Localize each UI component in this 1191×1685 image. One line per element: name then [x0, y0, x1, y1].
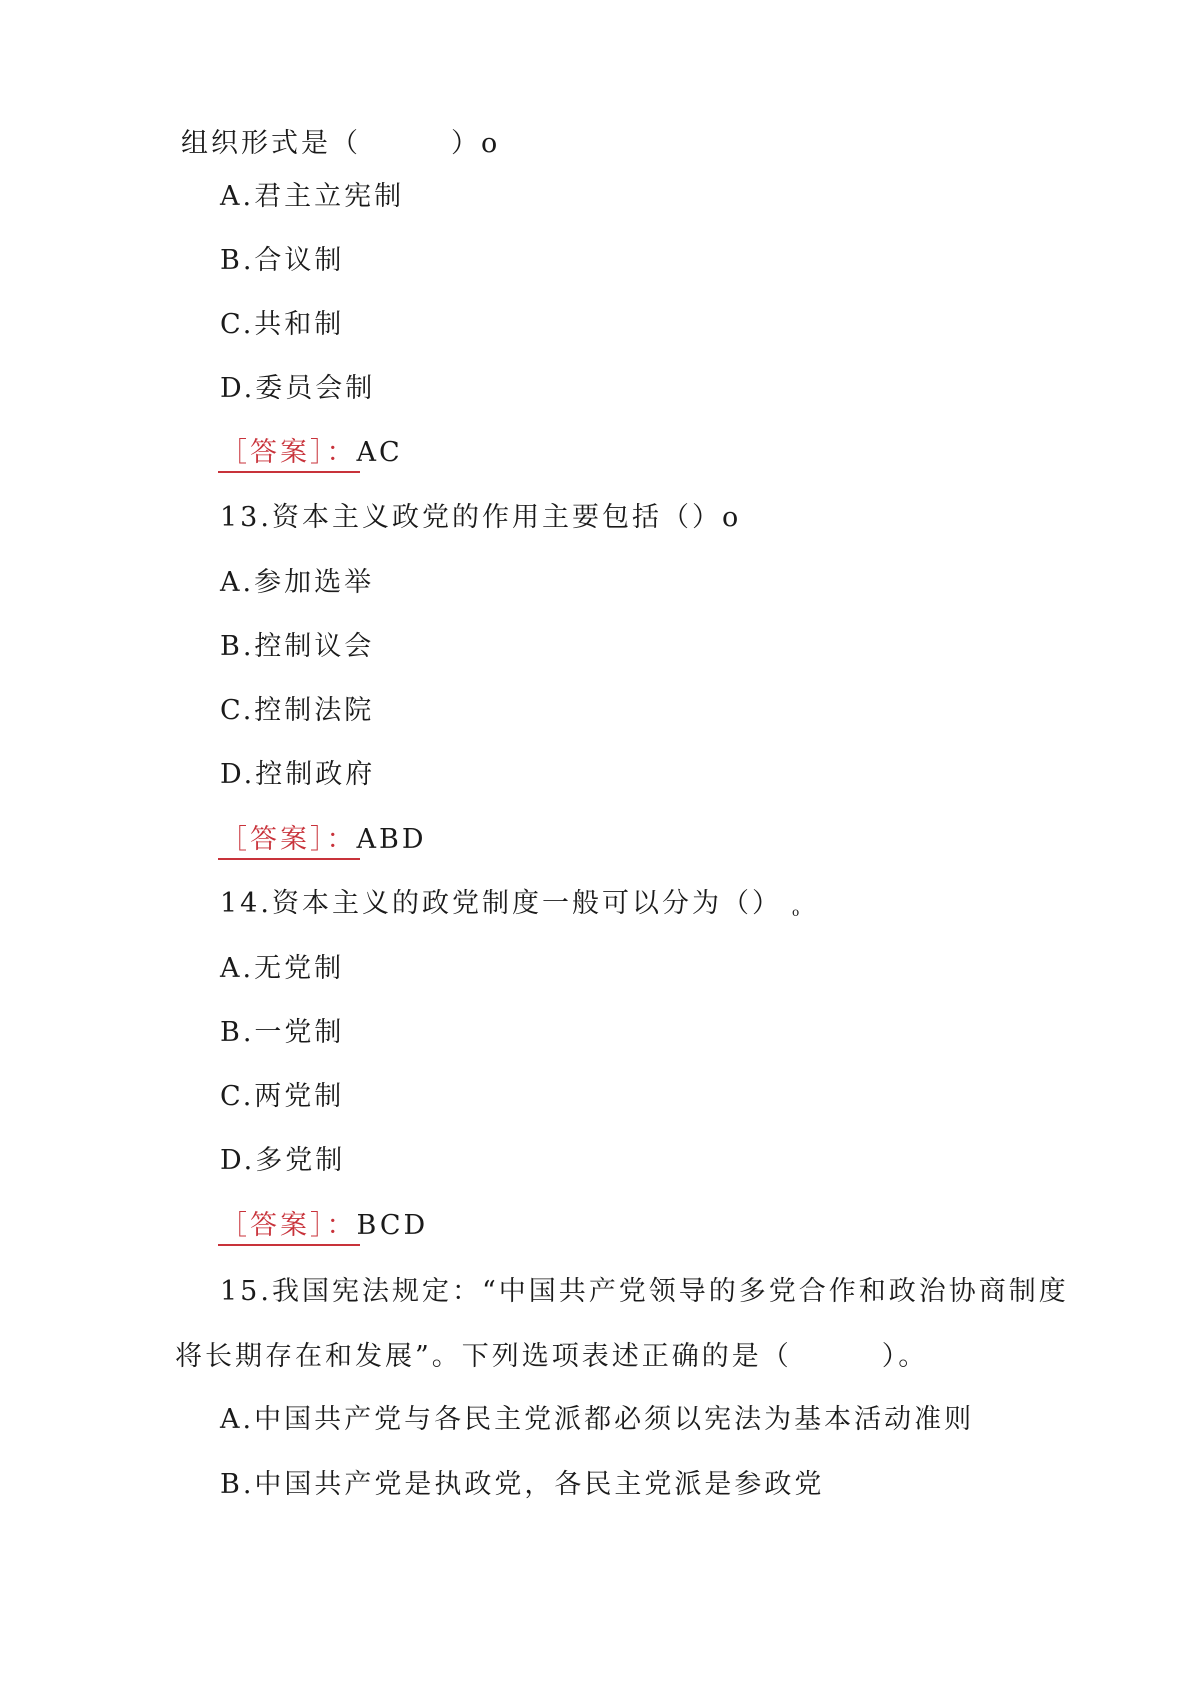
q12-option-b: B.合议制: [220, 245, 345, 276]
q13-stem: 13.资本主义政党的作用主要包括（）o: [220, 502, 742, 533]
answer-underline: [218, 858, 360, 860]
q12-option-c: C.共和制: [220, 309, 345, 340]
answer-label: ［答案］：: [220, 824, 357, 855]
q14-option-d: D.多党制: [220, 1145, 346, 1176]
q13-option-d: D.控制政府: [220, 759, 376, 790]
q14-option-c: C.两党制: [220, 1081, 345, 1112]
q15-option-b: B.中国共产党是执政党，各民主党派是参政党: [220, 1469, 825, 1500]
q15-stem-line2: 将长期存在和发展”。下列选项表述正确的是（ ）。: [175, 1341, 929, 1372]
q12-answer: [220, 435, 403, 471]
q13-option-a: A.参加选举: [220, 567, 375, 598]
q15-stem-line1: 15.我国宪法规定：“中国共产党领导的多党合作和政治协商制度: [220, 1276, 1069, 1307]
answer-value: AC: [356, 437, 403, 468]
q12-option-d: D.委员会制: [220, 373, 376, 404]
answer-underline: [218, 471, 360, 473]
q14-stem-text: 14.资本主义的政党制度一般可以分为（）: [220, 888, 782, 919]
q12-option-a: A.君主立宪制: [220, 181, 405, 212]
q13-answer: [220, 822, 427, 858]
answer-label: ［答案］：: [220, 1210, 357, 1241]
q14-stem: [220, 886, 799, 930]
q14-answer: [220, 1208, 428, 1244]
answer-value: ABD: [356, 824, 427, 855]
answer-underline: [218, 1244, 360, 1246]
q14-option-a: A.无党制: [220, 953, 345, 984]
q15-option-a: A.中国共产党与各民主党派都必须以宪法为基本活动准则: [220, 1404, 975, 1435]
q12-stem-tail: 组织形式是（ ）o: [181, 128, 501, 159]
q13-option-b: B.控制议会: [220, 631, 375, 662]
q14-stem-period: o: [791, 905, 800, 919]
answer-value: BCD: [356, 1210, 429, 1241]
answer-label: ［答案］：: [220, 437, 357, 468]
q14-option-b: B.一党制: [220, 1017, 345, 1048]
q13-option-c: C.控制法院: [220, 695, 375, 726]
